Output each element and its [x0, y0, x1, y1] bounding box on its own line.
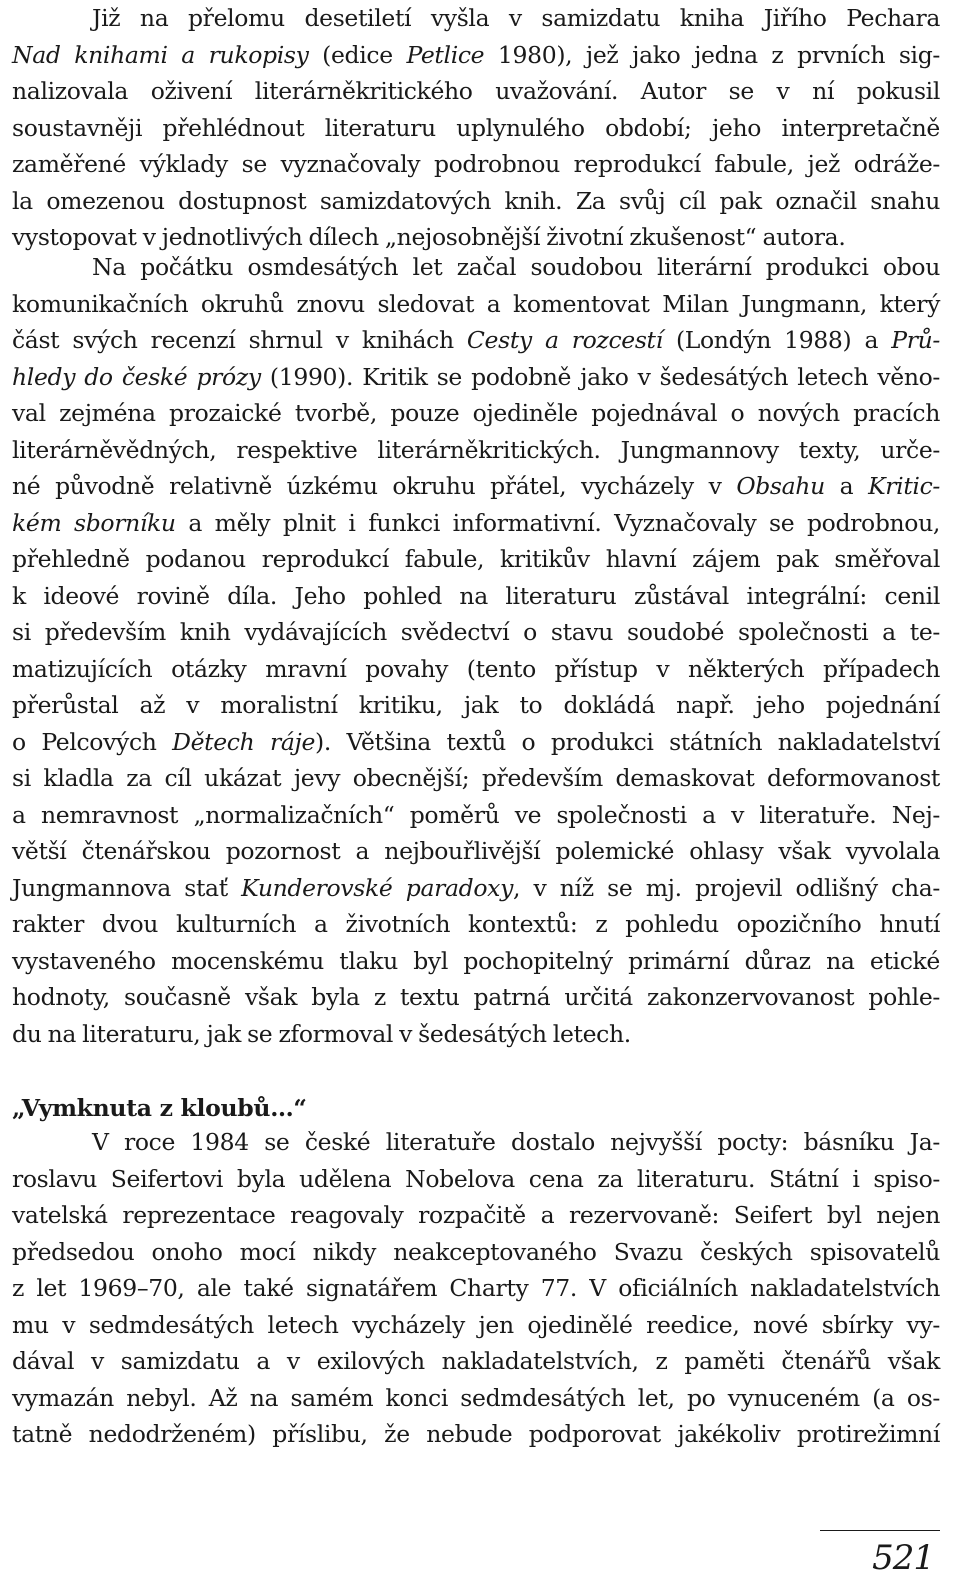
text-line: [12, 760, 940, 797]
text-run: tatně nedodrženém) příslibu, že nebude podporovat jakékoliv protirežimní: [12, 1420, 940, 1448]
footer-rule: [820, 1530, 940, 1531]
text-line: [12, 286, 940, 323]
text-line: [12, 724, 940, 761]
italic-title-text: Kritic-: [868, 472, 940, 500]
italic-title-text: hledy do české prózy: [12, 362, 261, 391]
text-run: , v níž se mj. projevil odlišný cha-: [513, 873, 940, 902]
text-run: o Pelcových: [12, 727, 173, 756]
text-run: přerůstal až v moralistní kritiku, jak to dokládá např. jeho pojednání: [12, 691, 940, 719]
text-line: [12, 249, 940, 286]
text-line: [12, 395, 940, 432]
text-run: dával v samizdatu a v exilových nakladatelstvích, z paměti čtenářů však: [12, 1347, 940, 1375]
text-run: né původně relativně úzkému okruhu přátel, vycházely v: [12, 472, 737, 500]
paragraph-pechar: [12, 0, 940, 256]
text-run: mu v sedmdesátých letech vycházely jen ojedinělé reedice, nové sbírky vy-: [12, 1310, 940, 1339]
section-heading: „Vymknuta z kloubů…“: [12, 1094, 307, 1122]
text-line: [12, 1307, 940, 1344]
text-line: [12, 797, 940, 834]
text-run: val zejména prozaické tvorbě, pouze ojediněle pojednával o nových pracích: [12, 399, 940, 427]
italic-title-text: Cesty a rozcestí: [466, 326, 663, 354]
text-line: [12, 359, 940, 396]
text-line: [12, 1380, 940, 1417]
text-line: [12, 578, 940, 615]
text-run: V roce 1984 se české literatuře dostalo nejvyšší pocty: básníku Ja-: [92, 1128, 940, 1156]
text-run: matizujících otázky mravní povahy (tento přístup v některých případech: [12, 654, 940, 683]
text-line: [12, 541, 940, 578]
text-run: zaměřené výklady se vyznačovaly podrobnou reprodukcí fabule, jež odráže-: [12, 150, 940, 178]
text-run: (1990). Kritik se podobně jako v šedesátých letech věno-: [260, 362, 940, 391]
italic-title-text: Petlice: [406, 40, 485, 69]
text-run: vystopovat v jednotlivých dílech „nejosobnější životní zkušenost“ autora.: [12, 223, 846, 251]
text-run: (Londýn 1988) a: [662, 326, 892, 354]
italic-title-text: kém sborníku: [12, 508, 176, 537]
text-run: Jungmannova stať: [12, 873, 242, 902]
text-line: [12, 943, 940, 980]
italic-title-text: Kunderovské paradoxy: [241, 873, 514, 902]
text-line: [12, 833, 940, 870]
italic-title-text: Nad knihami a rukopisy: [12, 40, 309, 69]
text-run: vatelská reprezentace reagovaly rozpačitě a rezervovaně: Seifert byl nejen: [12, 1201, 940, 1229]
text-run: (edice: [308, 40, 407, 69]
text-run: Již na přelomu desetiletí vyšla v samizdatu kniha Jiřího Pechara: [92, 4, 940, 32]
italic-title-text: Prů-: [891, 326, 940, 354]
text-run: a nemravnost „normalizačních“ poměrů ve společnosti a v literatuře. Nej-: [12, 800, 940, 829]
text-run: la omezenou dostupnost samizdatových knih. Za svůj cíl pak označil snahu: [12, 186, 940, 215]
text-line: [12, 183, 940, 220]
text-line: [12, 687, 940, 724]
text-run: soustavněji přehlédnout literaturu uplynulého období; jeho interpretačně: [12, 113, 940, 142]
text-line: [12, 1124, 940, 1161]
page-number: 521: [872, 1538, 934, 1578]
text-run: vystaveného mocenskému tlaku byl pochopitelný primární důraz na etické: [12, 946, 940, 975]
text-run: roslavu Seifertovi byla udělena Nobelova cena za literaturu. Státní i spiso-: [12, 1164, 940, 1193]
text-run: část svých recenzí shrnul v knihách: [12, 326, 467, 354]
text-run: a: [824, 472, 869, 500]
text-line: [12, 37, 940, 74]
text-line: [12, 146, 940, 183]
text-run: předsedou onoho mocí nikdy neakceptovaného Svazu českých spisovatelů: [12, 1237, 940, 1266]
text-line: [12, 73, 940, 110]
italic-title-text: Obsahu: [736, 472, 825, 500]
text-line: [12, 1197, 940, 1234]
text-line: [12, 432, 940, 469]
text-run: 1980), jež jako jedna z prvních sig-: [484, 40, 941, 69]
text-run: a měly plnit i funkci informativní. Vyznačovaly se podrobnou,: [175, 508, 941, 537]
text-line: [12, 1270, 940, 1307]
text-run: Na počátku osmdesátých let začal soudobou literární produkci obou: [92, 253, 940, 281]
text-run: k ideové rovině díla. Jeho pohled na literaturu zůstával integrální: cenil: [12, 581, 940, 610]
text-line: [12, 1016, 940, 1053]
paragraph-jungmann: [12, 249, 940, 1052]
text-run: ). Většina textů o produkci státních nakladatelství: [315, 727, 940, 756]
text-run: hodnoty, současně však byla z textu patrná určitá zakonzervovanost pohle-: [12, 983, 940, 1011]
text-line: [12, 614, 940, 651]
text-line: [12, 1234, 940, 1271]
text-run: vymazán nebyl. Až na samém konci sedmdesátých let, po vynuceném (a os-: [12, 1383, 940, 1412]
text-line: [12, 1161, 940, 1198]
text-line: [12, 505, 940, 542]
text-line: [12, 1343, 940, 1380]
text-line: [12, 110, 940, 147]
text-run: literárněvědných, respektive literárněkritických. Jungmannovy texty, urče-: [12, 435, 940, 464]
text-run: rakter dvou kulturních a životních kontextů: z pohledu opozičního hnutí: [12, 910, 940, 938]
text-line: [12, 651, 940, 688]
text-line: [12, 870, 940, 907]
text-run: du na literaturu, jak se zformoval v šedesátých letech.: [12, 1019, 631, 1048]
text-line: [12, 979, 940, 1016]
text-run: větší čtenářskou pozornost a nejbouřlivější polemické ohlasy však vyvolala: [12, 837, 940, 865]
text-run: z let 1969–70, ale také signatářem Charty 77. V oficiálních nakladatelstvích: [12, 1274, 940, 1302]
text-run: komunikačních okruhů znovu sledovat a komentovat Milan Jungmann, který: [12, 289, 940, 318]
text-run: přehledně podanou reprodukcí fabule, kritikův hlavní zájem pak směřoval: [12, 545, 940, 573]
text-run: nalizovala oživení literárněkritického uvažování. Autor se v ní pokusil: [12, 77, 940, 105]
text-line: [12, 468, 940, 505]
text-line: [12, 322, 940, 359]
text-line: [12, 906, 940, 943]
paragraph-seifert: [12, 1124, 940, 1453]
text-run: si především knih vydávajících svědectví o stavu soudobé společnosti a te-: [12, 618, 940, 646]
italic-title-text: Dětech ráje: [172, 727, 315, 756]
text-run: si kladla za cíl ukázat jevy obecnější; především demaskovat deformovanost: [12, 764, 940, 792]
text-line: [12, 1416, 940, 1453]
text-line: [12, 0, 940, 37]
